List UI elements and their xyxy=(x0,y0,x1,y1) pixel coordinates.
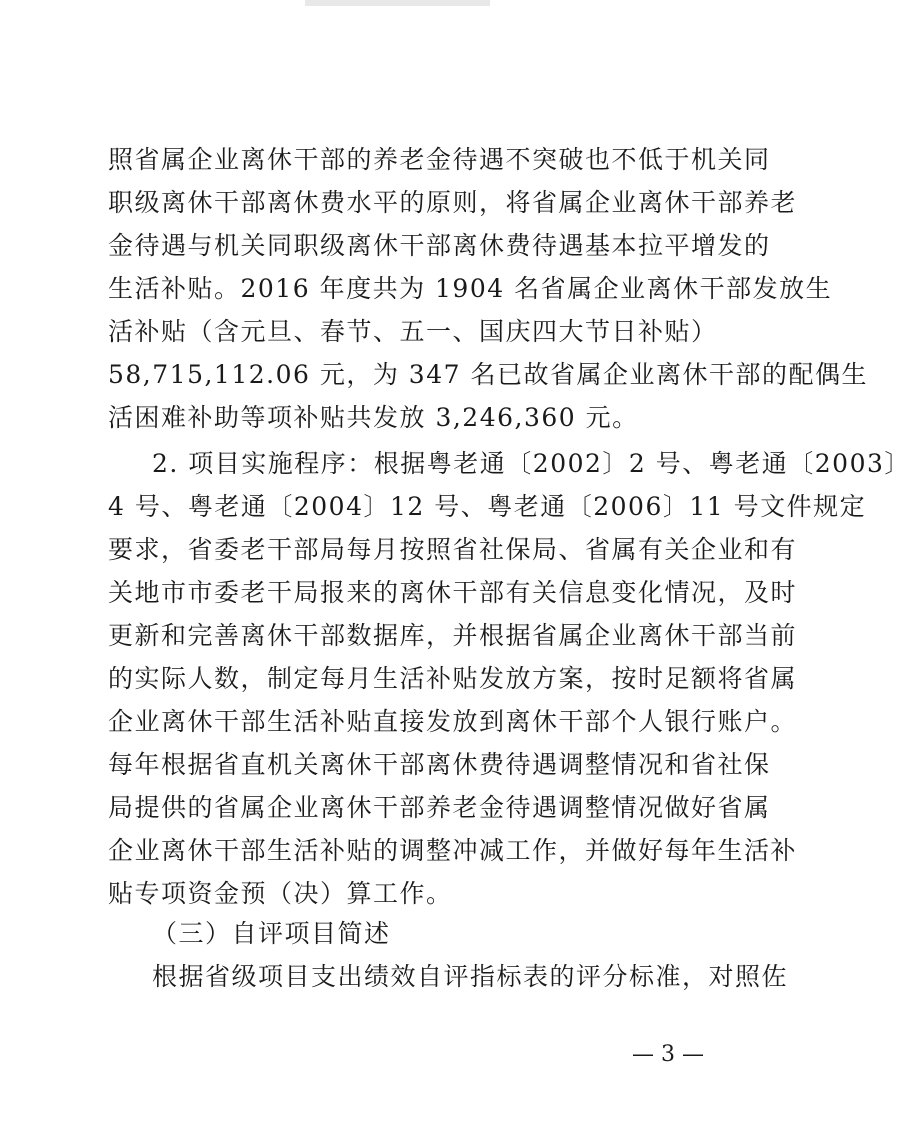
p1-line-1: 照省属企业离休干部的养老金待遇不突破也不低于机关同 xyxy=(108,145,771,174)
p2-line-1: 2. 项目实施程序：根据粤老通〔2002〕2 号、粤老通〔2003〕 xyxy=(152,449,911,478)
p1-line-2: 职级离休干部离休费水平的原则，将省属企业离休干部养老 xyxy=(108,188,798,217)
p1-line-4: 生活补贴。2016 年度共为 1904 名省属企业离休干部发放生 xyxy=(108,274,833,303)
p2-line-6: 的实际人数，制定每月生活补贴发放方案，按时足额将省属 xyxy=(108,664,798,693)
p2-line-8: 每年根据省直机关离休干部离休费待遇调整情况和省社保 xyxy=(108,750,771,779)
p2-line-9: 局提供的省属企业离休干部养老金待遇调整情况做好省属 xyxy=(108,793,771,822)
p1-line-5: 活补贴（含元旦、春节、五一、国庆四大节日补贴） xyxy=(108,317,718,346)
p2-line-2: 4 号、粤老通〔2004〕12 号、粤老通〔2006〕11 号文件规定 xyxy=(108,492,867,521)
p2-line-11: 贴专项资金预（决）算工作。 xyxy=(108,879,453,908)
p3-line-1: 根据省级项目支出绩效自评指标表的评分标准，对照佐 xyxy=(152,962,789,991)
p1-line-6: 58,715,112.06 元，为 347 名已故省属企业离休干部的配偶生 xyxy=(108,360,868,389)
p2-line-3: 要求，省委老干部局每月按照省社保局、省属有关企业和有 xyxy=(108,535,798,564)
scan-artifact xyxy=(305,0,490,6)
p2-line-4: 关地市市委老干局报来的离休干部有关信息变化情况，及时 xyxy=(108,578,798,607)
p2-line-5: 更新和完善离休干部数据库，并根据省属企业离休干部当前 xyxy=(108,621,798,650)
p1-line-3: 金待遇与机关同职级离休干部离休费待遇基本拉平增发的 xyxy=(108,231,771,260)
page-number: — 3 — xyxy=(632,1042,704,1067)
p1-line-7: 活困难补助等项补贴共发放 3,246,360 元。 xyxy=(108,403,639,432)
section-heading: （三）自评项目简述 xyxy=(152,919,391,948)
p2-line-7: 企业离休干部生活补贴直接发放到离休干部个人银行账户。 xyxy=(108,707,798,736)
p2-line-10: 企业离休干部生活补贴的调整冲减工作，并做好每年生活补 xyxy=(108,836,798,865)
